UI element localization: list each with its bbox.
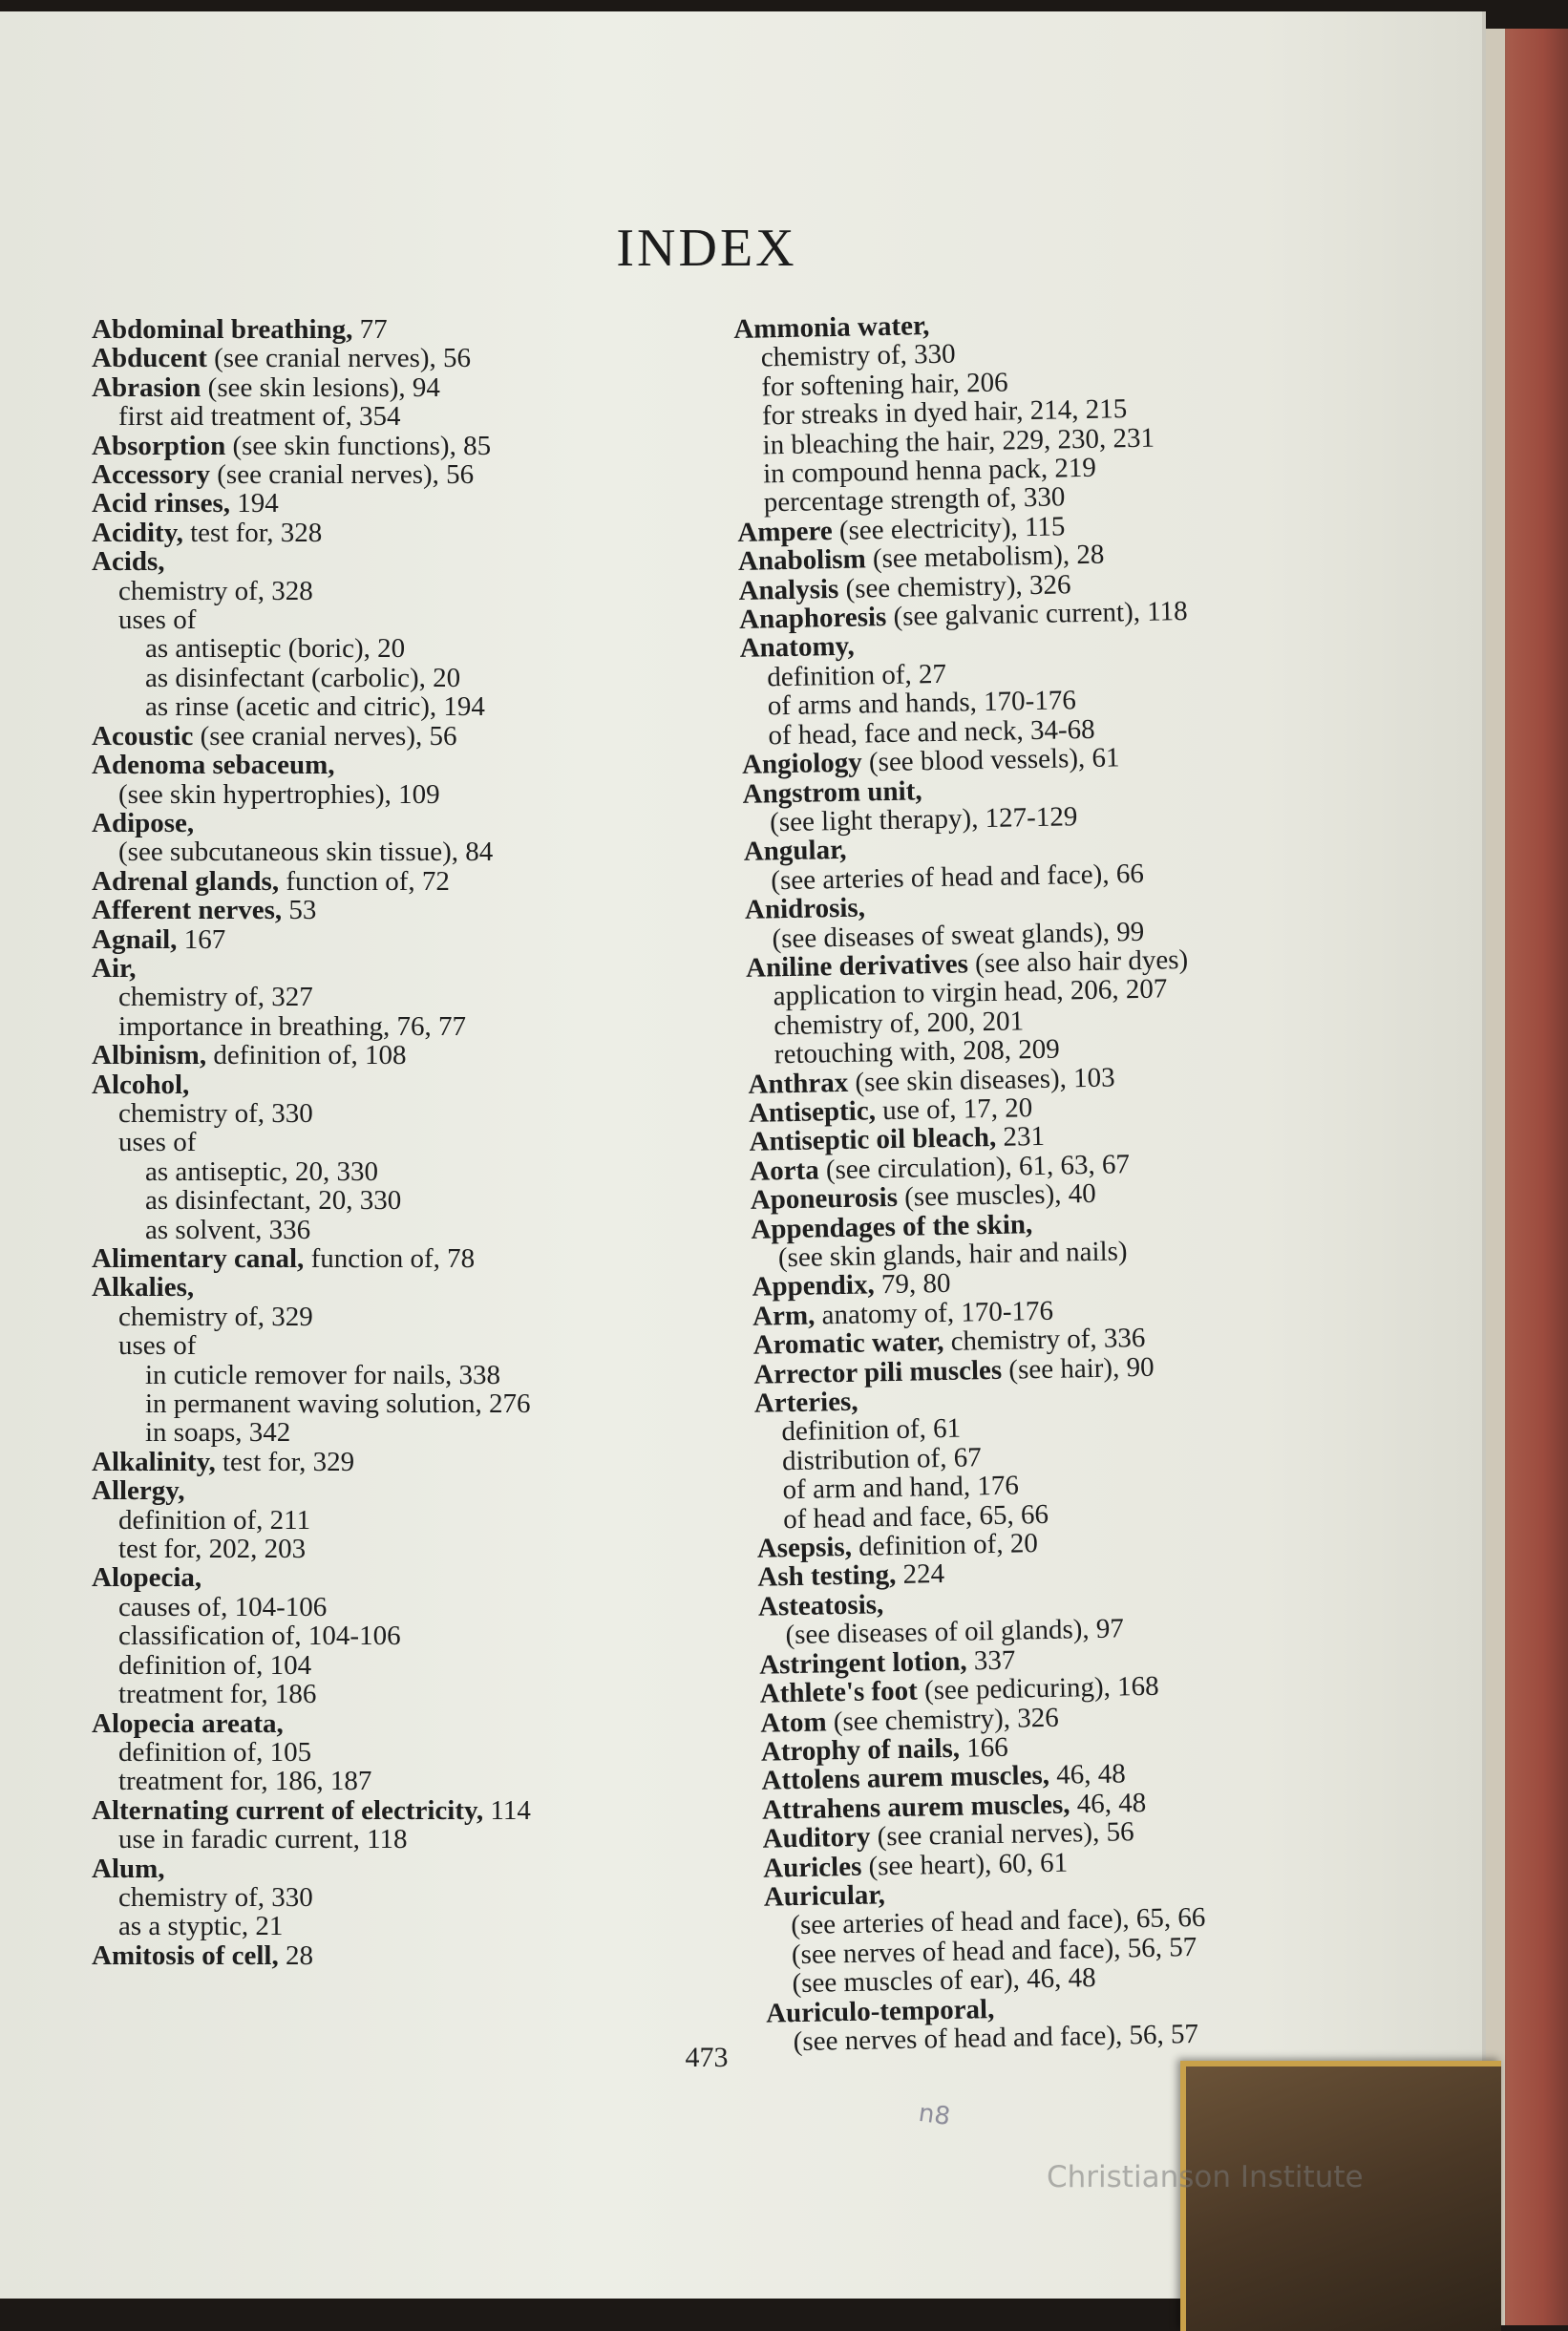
index-locator: (see arteries of head and face), 65, 66: [791, 1902, 1206, 1941]
index-term: Alopecia areata,: [92, 1707, 284, 1739]
index-term: Aorta: [749, 1155, 819, 1187]
page-number: 473: [685, 2042, 729, 2073]
index-term: Albinism,: [92, 1040, 207, 1071]
index-term: Acidity,: [92, 517, 183, 548]
index-locator: as solvent, 336: [145, 1214, 311, 1245]
index-locator: first aid treatment of, 354: [118, 401, 401, 433]
index-locator: 46, 48: [1049, 1758, 1126, 1791]
index-term: Arteries,: [753, 1386, 858, 1419]
index-locator: use of, 17, 20: [875, 1092, 1033, 1127]
index-term: Asteatosis,: [757, 1589, 884, 1622]
index-term: Atrophy of nails,: [760, 1732, 961, 1768]
index-term: Antiseptic,: [748, 1095, 877, 1129]
index-term: Angiology: [741, 747, 863, 781]
index-column-right: [733, 302, 1454, 2057]
index-locator: 224: [896, 1558, 945, 1591]
index-entry: [92, 1448, 722, 1476]
index-term: Angstrom unit,: [742, 774, 922, 810]
index-term: Alimentary canal,: [92, 1243, 305, 1274]
index-locator: (see cranial nerves), 56: [193, 720, 457, 752]
index-term: Anaphoresis: [738, 602, 887, 636]
index-locator: for streaks in dyed hair, 214, 215: [761, 393, 1128, 432]
index-locator: as antiseptic (boric), 20: [145, 633, 406, 665]
index-locator: percentage strength of, 330: [763, 481, 1066, 519]
index-entry: [92, 1767, 722, 1795]
index-locator: chemistry of, 330: [118, 1097, 313, 1129]
index-term: Anidrosis,: [744, 892, 866, 926]
index-locator: 46, 48: [1070, 1787, 1147, 1820]
index-term: Anabolism: [737, 543, 867, 578]
index-locator: 53: [282, 895, 317, 926]
index-term: Astringent lotion,: [758, 1645, 967, 1681]
index-locator: in compound henna pack, 219: [762, 452, 1097, 490]
index-term: Angular,: [743, 835, 847, 868]
index-entry: [92, 344, 722, 372]
index-entry: [92, 1303, 722, 1331]
index-locator: definition of, 27: [766, 658, 947, 693]
index-term: Auricular,: [763, 1879, 886, 1913]
index-term: Acoustic: [92, 720, 194, 752]
index-locator: chemistry of, 336: [943, 1323, 1146, 1358]
index-locator: of arms and hands, 170-176: [767, 685, 1077, 722]
index-locator: test for, 329: [215, 1446, 355, 1477]
index-locator: 337: [966, 1644, 1016, 1677]
index-locator: uses of: [118, 1330, 197, 1362]
index-locator: (see skin diseases), 103: [847, 1062, 1115, 1098]
index-entry: [92, 1273, 722, 1302]
index-term: Ammonia water,: [732, 310, 930, 345]
index-entry: [92, 1912, 722, 1940]
index-locator: importance in breathing, 76, 77: [118, 1010, 467, 1042]
index-locator: (see nerves of head and face), 56, 57: [791, 1931, 1197, 1970]
index-locator: application to virgin head, 206, 207: [773, 973, 1168, 1012]
index-term: Allergy,: [92, 1475, 185, 1507]
index-locator: (see muscles), 40: [897, 1178, 1097, 1214]
index-term: Abdominal breathing,: [92, 314, 353, 345]
index-locator: (see nerves of head and face), 56, 57: [793, 2018, 1199, 2058]
index-term: Auditory: [762, 1821, 871, 1854]
index-entry: [92, 1796, 722, 1825]
index-entry: [92, 1041, 722, 1070]
index-term: Accessory: [92, 459, 211, 491]
index-entry: [92, 1621, 722, 1650]
index-locator: test for, 328: [182, 517, 323, 548]
index-term: Abducent: [92, 343, 207, 374]
index-entry: [92, 692, 722, 721]
watermark: Christianson Institute: [1047, 2160, 1364, 2194]
index-locator: (see skin glands, hair and nails): [777, 1236, 1128, 1274]
index-locator: (see blood vessels), 61: [861, 742, 1120, 778]
index-entry: [92, 1651, 722, 1680]
index-entry: [92, 315, 722, 344]
index-locator: (see diseases of sweat glands), 99: [772, 916, 1145, 954]
index-locator: (see also hair dyes): [967, 943, 1189, 980]
index-entry: [92, 460, 722, 489]
index-entry: [92, 664, 722, 692]
index-locator: anatomy of, 170-176: [815, 1295, 1054, 1331]
index-entry: [92, 489, 722, 518]
index-entry: [92, 1476, 722, 1505]
index-term: Acid rinses,: [92, 488, 230, 519]
index-locator: in bleaching the hair, 229, 230, 231: [762, 422, 1155, 461]
index-entry: [92, 634, 722, 663]
index-locator: chemistry of, 330: [118, 1881, 313, 1913]
index-locator: chemistry of, 329: [118, 1301, 313, 1332]
index-locator: treatment for, 186, 187: [118, 1766, 372, 1797]
index-locator: uses of: [118, 1127, 197, 1158]
index-locator: definition of, 104: [118, 1649, 312, 1681]
index-locator: in soaps, 342: [145, 1417, 291, 1449]
index-term: Alkalies,: [92, 1272, 195, 1303]
index-entry: [92, 519, 722, 547]
index-locator: (see pedicuring), 168: [917, 1670, 1159, 1706]
index-locator: in permanent waving solution, 276: [145, 1388, 531, 1420]
index-entry: [92, 1563, 722, 1592]
index-entry: [92, 925, 722, 954]
index-term: Alum,: [92, 1853, 165, 1884]
index-entry: [92, 1506, 722, 1535]
index-locator: (see skin functions), 85: [225, 430, 492, 461]
index-term: Atom: [759, 1706, 827, 1739]
index-entry: [92, 1709, 722, 1738]
index-entry: [92, 547, 722, 576]
index-entry: [92, 1012, 722, 1041]
index-entry: [92, 751, 722, 779]
index-entry: [92, 1418, 722, 1447]
index-locator: (see cranial nerves), 56: [870, 1816, 1134, 1853]
index-term: Asepsis,: [756, 1531, 853, 1564]
index-locator: (see hair), 90: [1001, 1351, 1155, 1386]
index-entry: [92, 1128, 722, 1156]
index-entry: [92, 1854, 722, 1883]
index-locator: as a styptic, 21: [118, 1911, 284, 1942]
index-locator: (see chemistry), 326: [826, 1702, 1060, 1737]
index-term: Appendix,: [752, 1269, 875, 1303]
index-entry: [92, 954, 722, 983]
index-term: Anatomy,: [739, 631, 856, 665]
index-entry: [92, 1099, 722, 1128]
index-entry: [92, 1157, 722, 1186]
index-locator: 114: [483, 1794, 531, 1826]
index-locator: as antiseptic, 20, 330: [145, 1155, 379, 1187]
index-entry: [92, 605, 722, 634]
index-locator: 167: [177, 923, 226, 955]
index-term: Arrector pili muscles: [752, 1354, 1003, 1390]
index-term: Appendages of the skin,: [751, 1208, 1033, 1245]
index-entry: [92, 1186, 722, 1215]
index-locator: as disinfectant, 20, 330: [145, 1185, 402, 1217]
index-locator: use in faradic current, 118: [118, 1824, 408, 1855]
index-entry: [92, 577, 722, 605]
index-locator: retouching with, 208, 209: [773, 1033, 1060, 1070]
index-locator: definition of, 105: [118, 1736, 312, 1768]
index-entry: [92, 432, 722, 460]
index-locator: distribution of, 67: [781, 1442, 982, 1477]
index-term: Afferent nerves,: [92, 895, 283, 926]
index-term: Analysis: [738, 573, 839, 606]
index-term: Anthrax: [748, 1067, 849, 1100]
index-locator: (see cranial nerves), 56: [210, 459, 475, 491]
index-entry: [92, 1361, 722, 1389]
index-locator: (see skin hypertrophies), 109: [118, 778, 440, 810]
index-entry: [92, 722, 722, 751]
index-locator: 79, 80: [874, 1268, 951, 1301]
index-locator: (see electricity), 115: [832, 511, 1066, 546]
index-term: Arm,: [752, 1300, 816, 1332]
index-entry: [92, 402, 722, 431]
index-locator: definition of, 61: [781, 1413, 962, 1448]
index-locator: function of, 72: [279, 865, 450, 897]
index-locator: (see cranial nerves), 56: [206, 343, 472, 374]
index-term: Abrasion: [92, 371, 201, 403]
index-locator: test for, 202, 203: [118, 1534, 307, 1565]
index-locator: 166: [959, 1731, 1009, 1764]
index-locator: (see chemistry), 326: [837, 568, 1071, 604]
index-entry: [92, 1883, 722, 1912]
index-entry: [92, 1070, 722, 1099]
index-locator: 77: [352, 314, 388, 345]
index-locator: (see arteries of head and face), 66: [771, 858, 1145, 897]
index-locator: (see skin lesions), 94: [201, 371, 440, 403]
index-locator: of arm and hand, 176: [782, 1470, 1020, 1506]
index-term: Aponeurosis: [750, 1182, 899, 1217]
page-stack-edge: [1486, 29, 1505, 2325]
index-locator: 231: [995, 1121, 1046, 1154]
index-locator: (see light therapy), 127-129: [769, 801, 1078, 838]
index-entry: [92, 1941, 722, 1970]
index-locator: of head and face, 65, 66: [782, 1498, 1049, 1535]
index-entry: [92, 373, 722, 402]
index-term: Attolens aurem muscles,: [761, 1760, 1050, 1797]
index-term: Adrenal glands,: [92, 865, 280, 897]
index-locator: definition of, 108: [206, 1040, 407, 1071]
index-locator: as rinse (acetic and citric), 194: [145, 691, 485, 723]
index-term: Acids,: [92, 546, 165, 578]
index-locator: (see muscles of ear), 46, 48: [792, 1962, 1096, 2000]
index-locator: uses of: [118, 604, 197, 636]
index-locator: definition of, 211: [118, 1504, 311, 1536]
index-locator: (see galvanic current), 118: [885, 595, 1188, 633]
index-locator: classification of, 104-106: [118, 1621, 401, 1652]
index-entry: [92, 1825, 722, 1854]
index-entry: [92, 1680, 722, 1708]
index-term: Ash testing,: [757, 1559, 897, 1594]
index-term: Absorption: [92, 430, 226, 461]
index-locator: as disinfectant (carbolic), 20: [145, 662, 461, 693]
index-entry: [92, 1244, 722, 1273]
index-term: Amitosis of cell,: [92, 1939, 279, 1971]
index-locator: of head, face and neck, 34-68: [768, 713, 1095, 752]
index-term: Aromatic water,: [752, 1326, 944, 1362]
index-locator: in cuticle remover for nails, 338: [145, 1359, 501, 1390]
index-term: Athlete's foot: [759, 1675, 919, 1709]
index-locator: (see circulation), 61, 63, 67: [818, 1148, 1131, 1186]
index-entry: [92, 1593, 722, 1621]
index-entry: [92, 896, 722, 924]
index-locator: chemistry of, 327: [118, 982, 313, 1013]
index-locator: 28: [278, 1939, 313, 1971]
index-locator: chemistry of, 328: [118, 575, 313, 606]
index-entry: [92, 780, 722, 809]
index-entry: [92, 809, 722, 837]
index-locator: (see metabolism), 28: [865, 539, 1105, 575]
index-entry: [92, 983, 722, 1011]
index-entry: [92, 837, 722, 866]
index-term: Aniline derivatives: [745, 948, 969, 984]
bookmark-tab: [1180, 2061, 1501, 2331]
index-entry: [92, 1738, 722, 1767]
index-term: Auricles: [762, 1851, 862, 1884]
index-term: Agnail,: [92, 923, 178, 955]
index-locator: for softening hair, 206: [761, 367, 1008, 403]
index-entry: [92, 1535, 722, 1563]
index-entry: [92, 1331, 722, 1360]
index-locator: (see diseases of oil glands), 97: [785, 1613, 1125, 1651]
index-term: Antiseptic oil bleach,: [749, 1122, 997, 1158]
index-locator: causes of, 104-106: [118, 1591, 328, 1622]
index-term: Alkalinity,: [92, 1446, 216, 1477]
index-term: Ampere: [737, 515, 833, 548]
index-term: Adipose,: [92, 807, 195, 838]
index-locator: chemistry of, 330: [760, 338, 956, 373]
index-term: Alopecia,: [92, 1562, 202, 1594]
index-locator: 194: [230, 488, 279, 519]
index-entry: [92, 1216, 722, 1244]
index-term: Adenoma sebaceum,: [92, 750, 335, 781]
index-locator: definition of, 20: [851, 1528, 1039, 1562]
index-column-left: [92, 315, 722, 1970]
index-entry: [92, 1389, 722, 1418]
index-locator: function of, 78: [304, 1243, 476, 1274]
index-term: Attrahens aurem muscles,: [761, 1789, 1070, 1826]
index-entry: [92, 867, 722, 896]
index-locator: chemistry of, 200, 201: [773, 1006, 1025, 1042]
index-locator: (see heart), 60, 61: [860, 1847, 1069, 1882]
pencil-note: n8: [917, 2098, 952, 2132]
page-title: INDEX: [616, 219, 797, 278]
index-term: Auriculo-temporal,: [765, 1993, 995, 2029]
index-term: Alternating current of electricity,: [92, 1794, 484, 1826]
index-locator: (see subcutaneous skin tissue), 84: [118, 837, 494, 868]
index-term: Alcohol,: [92, 1069, 190, 1100]
index-term: Air,: [92, 952, 137, 984]
index-locator: treatment for, 186: [118, 1679, 317, 1710]
